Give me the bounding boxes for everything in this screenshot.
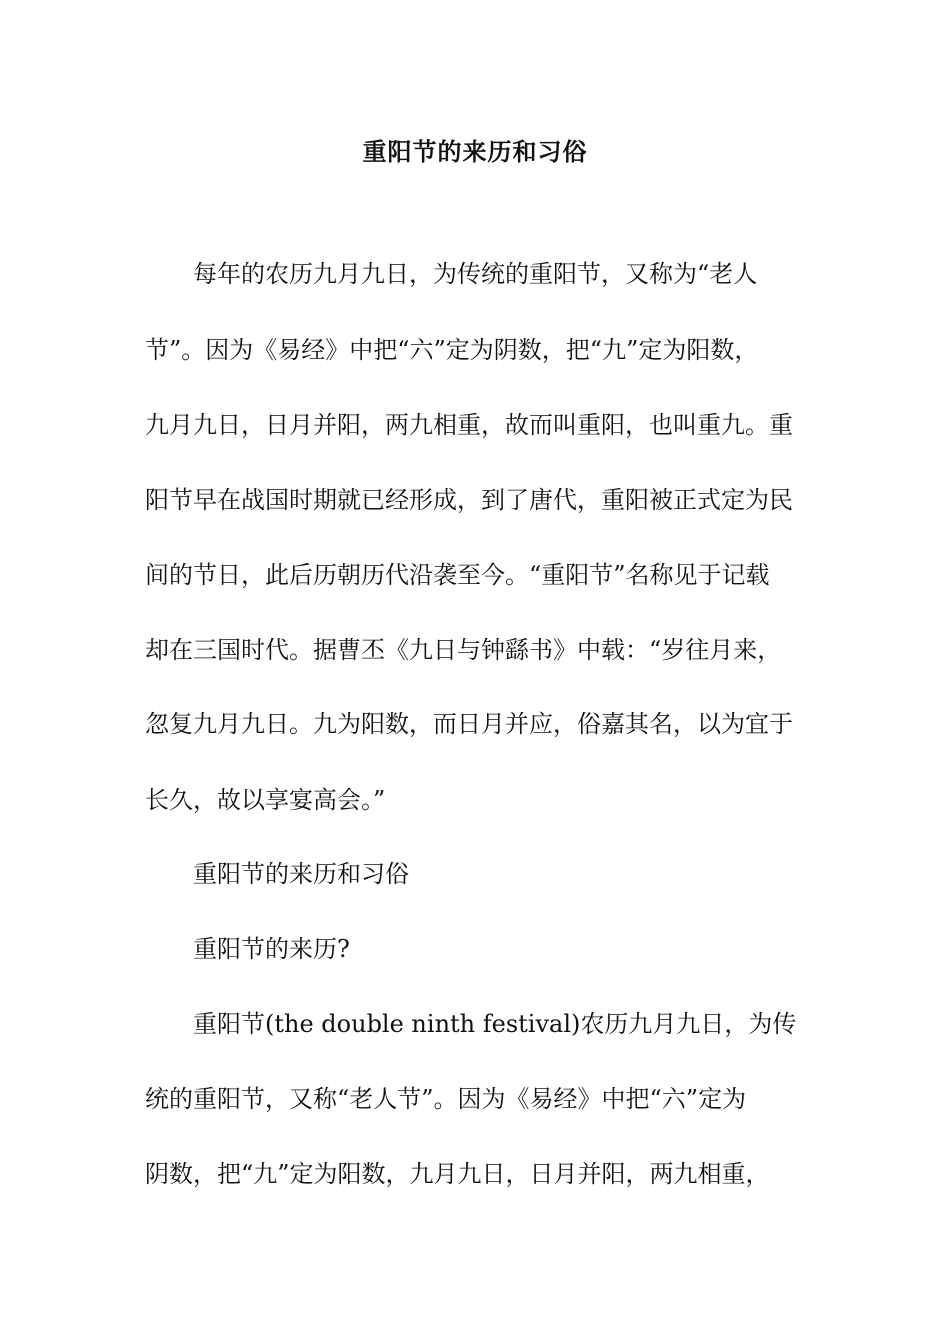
document-title: 重阳节的来历和习俗 (362, 137, 588, 166)
paragraph1-line-8: 长久，故以享宴高会。” (145, 786, 386, 814)
paragraph1-line-3: 九月九日，日月并阳，两九相重，故而叫重阳，也叫重九。重 (145, 411, 793, 439)
paragraph1-line-5: 间的节日，此后历朝历代沿袭至今。“重阳节”名称见于记载 (145, 561, 770, 589)
paragraph2-line-3: 阴数，把“九”定为阳数，九月九日，日月并阳，两九相重， (145, 1160, 770, 1188)
paragraph1-line-7: 忽复九月九日。九为阳数，而日月并应，俗嘉其名，以为宜于 (145, 710, 793, 738)
section-heading-1: 重阳节的来历和习俗 (193, 860, 409, 888)
paragraph2-line-2: 统的重阳节，又称“老人节”。因为《易经》中把“六”定为 (145, 1085, 747, 1113)
paragraph1-line-1: 每年的农历九月九日，为传统的重阳节，又称为“老人 (193, 260, 758, 288)
section-heading-2: 重阳节的来历? (193, 935, 350, 963)
paragraph2-line-1: 重阳节(the double ninth festival)农历九月九日，为传 (193, 1010, 797, 1038)
paragraph1-line-6: 却在三国时代。据曹丕《九日与钟繇书》中载：“岁往月来， (145, 636, 782, 664)
paragraph1-line-2: 节”。因为《易经》中把“六”定为阴数，把“九”定为阳数， (145, 336, 759, 364)
paragraph1-line-4: 阳节早在战国时期就已经形成，到了唐代，重阳被正式定为民 (145, 486, 793, 514)
